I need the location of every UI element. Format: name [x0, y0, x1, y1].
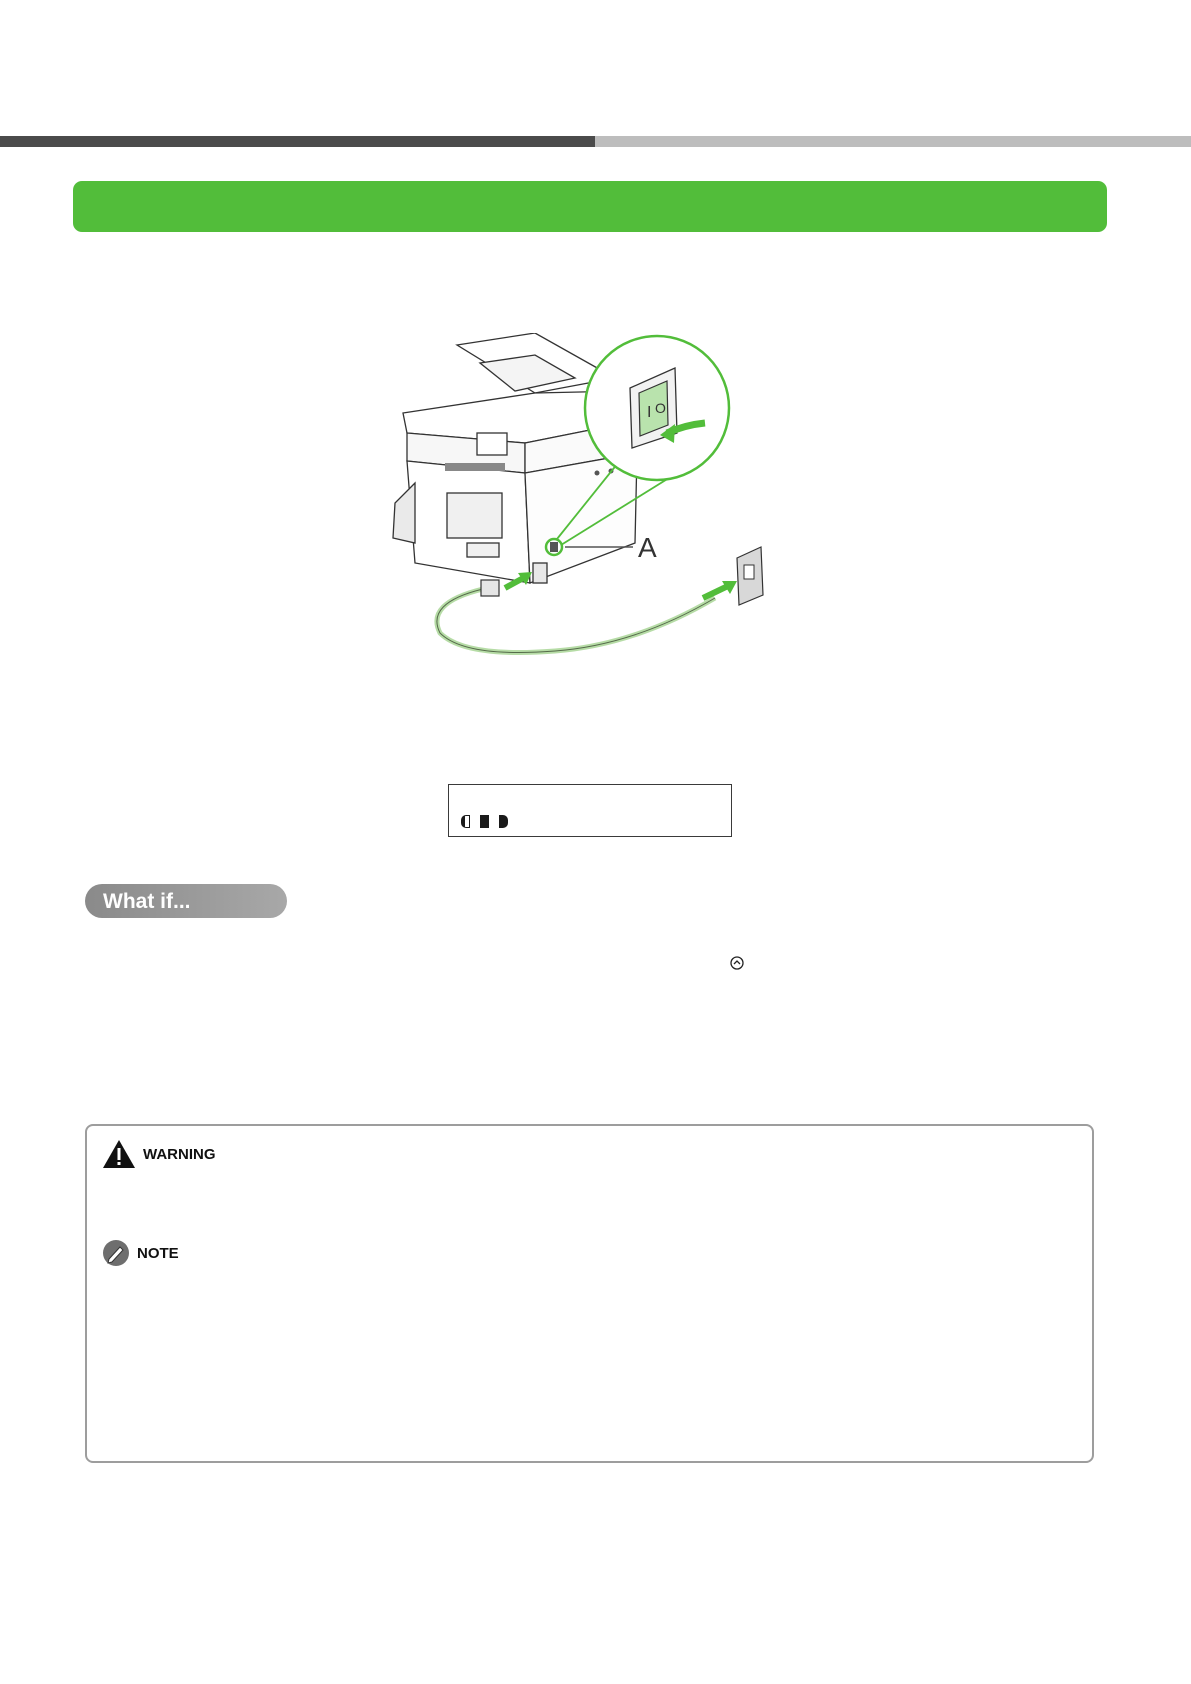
- warning-heading: [101, 1138, 216, 1170]
- lcd-glyph: [480, 815, 489, 828]
- power-cord: [437, 589, 715, 653]
- lcd-glyph: [499, 815, 508, 828]
- pencil-note-icon: [101, 1238, 131, 1268]
- lcd-display: [448, 784, 732, 837]
- lcd-glyph-row: [461, 815, 508, 828]
- section-title-banner: [73, 181, 1107, 232]
- wall-outlet: [737, 547, 763, 605]
- header-bar-dark: [0, 136, 595, 147]
- svg-text:I: I: [647, 404, 652, 421]
- power-key-icon: [729, 955, 745, 971]
- header-bar-light: [595, 136, 1191, 147]
- cord-plug-machine: [481, 580, 499, 596]
- svg-text:O: O: [655, 400, 666, 416]
- warning-triangle-icon: [101, 1138, 137, 1170]
- note-title: NOTE: [137, 1244, 179, 1262]
- note-heading: [101, 1238, 179, 1268]
- callout-label-a: A: [638, 532, 657, 563]
- what-if-label: What if...: [103, 890, 191, 913]
- warning-title: WARNING: [143, 1145, 216, 1163]
- notice-box: [85, 1124, 1094, 1463]
- lcd-glyph: [461, 815, 470, 828]
- what-if-header: [85, 884, 287, 918]
- power-connection-illustration: [385, 333, 805, 668]
